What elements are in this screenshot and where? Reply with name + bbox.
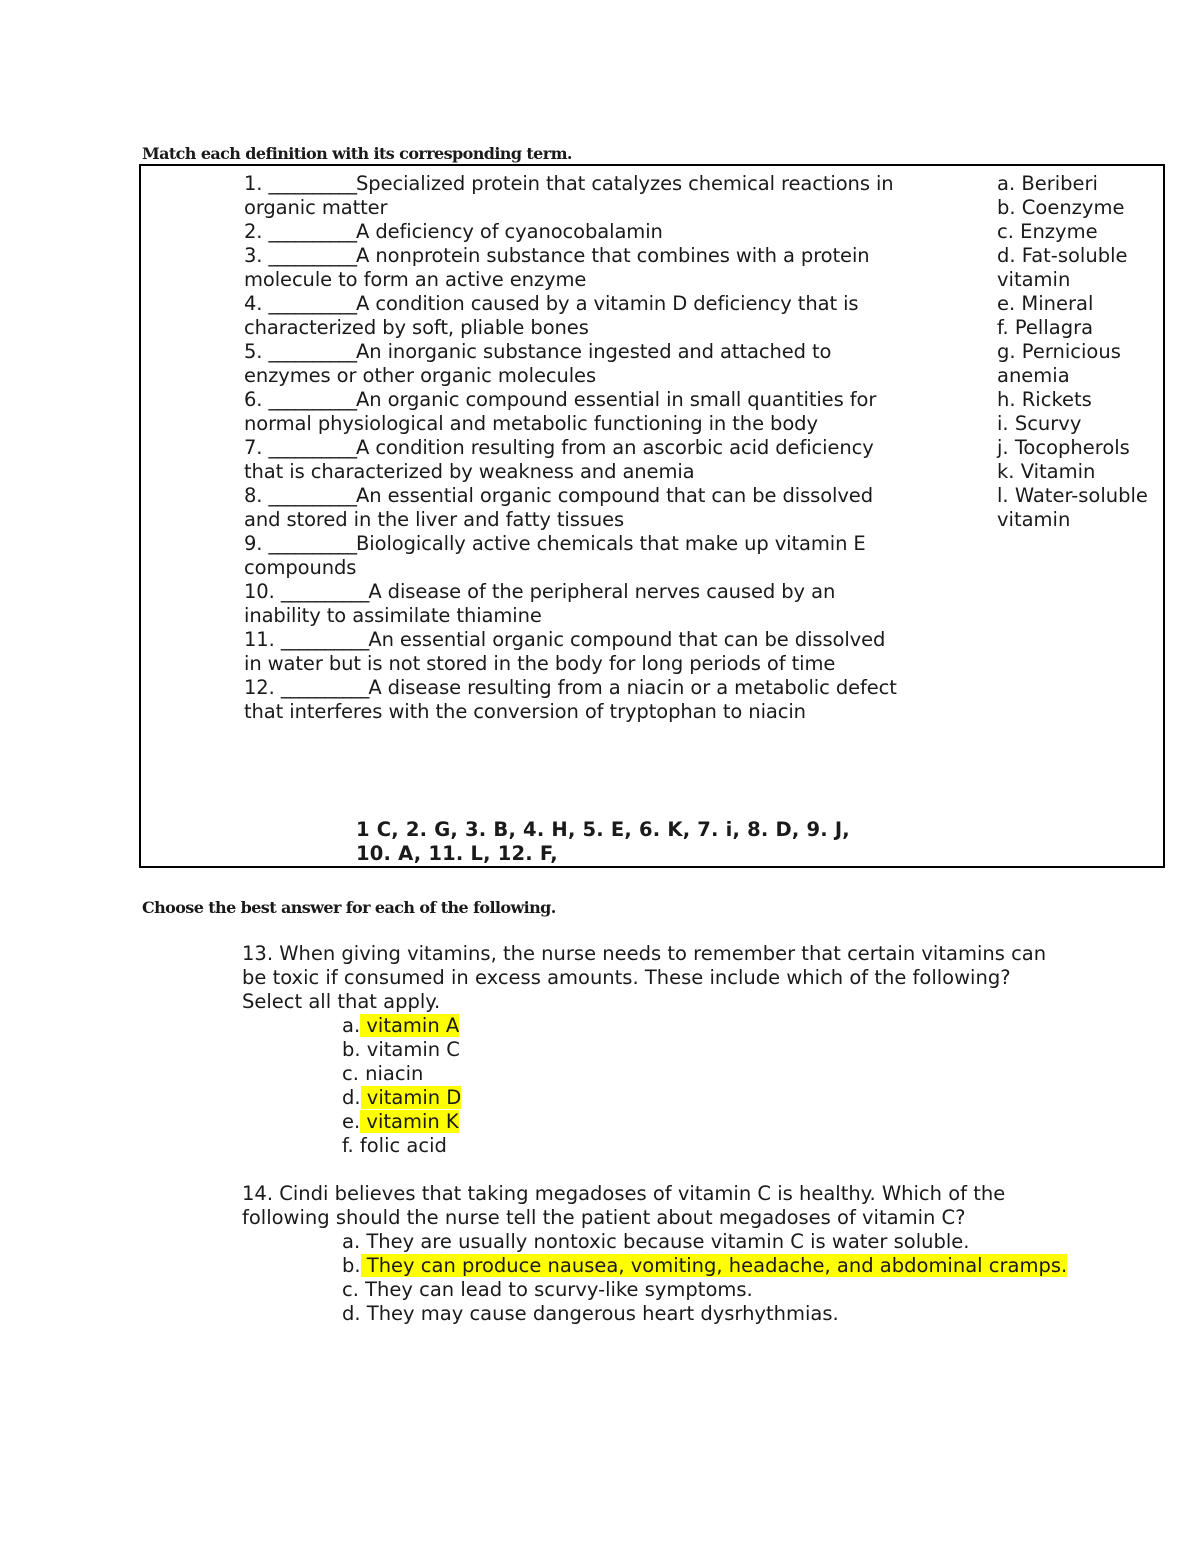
option-a [342,1230,1072,1254]
option-letter: d. [342,1086,361,1109]
question-stem: 14. Cindi believes that taking megadoses of vitamin C is healthy. Which of the following should the nurse tell the patient about megadoses of vitamin C? [242,1182,1006,1229]
answer-key-line-2: 10. A, 11. L, 12. F, [356,842,558,865]
option-letter: d. [342,1302,361,1325]
option-letter: f. [342,1134,354,1157]
definitions-list [244,172,904,724]
definition-item [244,220,904,244]
term-item: f. Pellagra [997,316,1094,339]
definition-item [244,628,904,676]
definition-item [244,676,904,724]
definition-text: An organic compound essential in small quantities for normal physiological and metabolic functioning in the body [244,388,877,435]
definition-text: An essential organic compound that can be dissolved and stored in the liver and fatty tissues [244,484,873,531]
term-item: g. Pernicious anemia [997,340,1121,387]
definition-number: 5. [244,340,263,363]
answer-blank: __________ [280,676,369,699]
option-text: They may cause dangerous heart dysrhythmias. [360,1302,839,1325]
option-d [342,1086,1072,1110]
question-13 [242,942,1072,1158]
definition-number: 4. [244,292,263,315]
answer-blank: __________ [268,484,357,507]
option-e [342,1110,1072,1134]
option-letter: b. [342,1254,361,1277]
definition-item [244,580,904,628]
term-item: h. Rickets [997,388,1092,411]
option-letter: b. [342,1038,361,1061]
definition-item [244,484,904,532]
question-stem: 13. When giving vitamins, the nurse needs to remember that certain vitamins can be toxic if consumed in excess amounts. These include which of the following? Select all that apply. [242,942,1047,1013]
definition-text: A nonprotein substance that combines with a protein molecule to form an active enzyme [244,244,870,291]
answer-blank: __________ [280,628,369,651]
option-letter: a. [342,1014,361,1037]
term-item: l. Water-soluble vitamin [997,484,1148,531]
option-f [342,1134,1072,1158]
definition-text: A disease resulting from a niacin or a metabolic defect that interferes with the conversion of tryptophan to niacin [244,676,897,723]
term-item: b. Coenzyme [997,196,1125,219]
option-text: folic acid [353,1134,447,1157]
definition-item [244,244,904,292]
option-text: They are usually nontoxic because vitamin C is water soluble. [360,1230,970,1253]
term-item: i. Scurvy [997,412,1082,435]
definition-item [244,172,904,220]
answer-blank: __________ [268,340,357,363]
definition-number: 6. [244,388,263,411]
answer-blank: __________ [268,436,357,459]
definition-number: 3. [244,244,263,267]
definition-number: 7. [244,436,263,459]
definition-item [244,292,904,340]
answer-blank: __________ [268,220,357,243]
option-list [242,1014,1072,1158]
option-text-highlighted: They can produce nausea, vomiting, headache, and abdominal cramps. [360,1254,1068,1277]
option-letter: e. [342,1110,361,1133]
answer-blank: __________ [268,292,357,315]
definition-text: Biologically active chemicals that make up vitamin E compounds [244,532,866,579]
question-14 [242,1182,1072,1326]
definition-item [244,532,904,580]
definition-text: Specialized protein that catalyzes chemical reactions in organic matter [244,172,894,219]
option-b [342,1254,1072,1278]
matching-heading: Match each definition with its corresponding term. [142,144,572,163]
term-item: e. Mineral [997,292,1094,315]
definition-number: 10. [244,580,275,603]
term-item: j. Tocopherols [997,436,1130,459]
definition-text: An essential organic compound that can be dissolved in water but is not stored in the body for long periods of time [244,628,886,675]
terms-list [997,172,1162,532]
option-list [242,1230,1072,1326]
option-c [342,1062,1072,1086]
definition-text: A condition caused by a vitamin D deficiency that is characterized by soft, pliable bones [244,292,859,339]
definition-text: A deficiency of cyanocobalamin [356,220,663,243]
term-item: a. Beriberi [997,172,1098,195]
option-text: They can lead to scurvy-like symptoms. [358,1278,753,1301]
option-text: niacin [358,1062,424,1085]
answer-blank: __________ [268,532,357,555]
answer-blank: __________ [268,244,357,267]
option-text-highlighted: vitamin D [360,1086,462,1109]
definition-text: A condition resulting from an ascorbic acid deficiency that is characterized by weakness and anemia [244,436,874,483]
option-text-highlighted: vitamin K [360,1110,459,1133]
definition-item [244,340,904,388]
definition-item [244,436,904,484]
answer-key [356,818,916,866]
answer-blank: __________ [268,388,357,411]
option-letter: c. [342,1278,359,1301]
definition-text: An inorganic substance ingested and attached to enzymes or other organic molecules [244,340,832,387]
matching-box [139,164,1165,868]
term-item: d. Fat-soluble vitamin [997,244,1128,291]
option-a [342,1014,1072,1038]
definition-item [244,388,904,436]
definition-number: 12. [244,676,275,699]
term-item: c. Enzyme [997,220,1098,243]
option-d [342,1302,1072,1326]
definition-number: 2. [244,220,263,243]
definition-text: A disease of the peripheral nerves caused by an inability to assimilate thiamine [244,580,836,627]
multiple-choice-heading: Choose the best answer for each of the following. [142,898,556,917]
option-letter: c. [342,1062,359,1085]
definition-number: 11. [244,628,275,651]
answer-key-line-1: 1 C, 2. G, 3. B, 4. H, 5. E, 6. K, 7. i, 8. D, 9. J, [356,818,850,841]
option-letter: a. [342,1230,361,1253]
option-text-highlighted: vitamin A [360,1014,460,1037]
option-text: vitamin C [360,1038,460,1061]
definition-number: 1. [244,172,263,195]
answer-blank: __________ [268,172,357,195]
option-b [342,1038,1072,1062]
definition-number: 9. [244,532,263,555]
term-item: k. Vitamin [997,460,1096,483]
answer-blank: __________ [280,580,369,603]
option-c [342,1278,1072,1302]
definition-number: 8. [244,484,263,507]
